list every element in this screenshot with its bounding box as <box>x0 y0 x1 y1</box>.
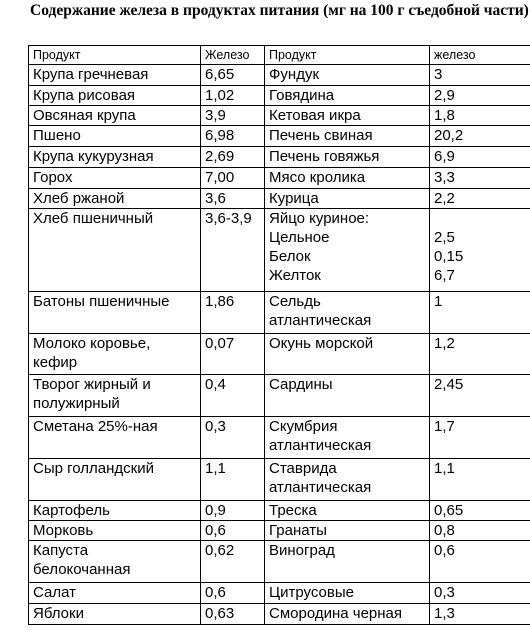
product-name-left-cell <box>29 521 201 541</box>
iron-value-left-cell <box>201 65 265 86</box>
iron-value-right-cell <box>430 375 530 417</box>
iron-value-left-cell <box>201 604 265 625</box>
product-name-left-cell <box>29 126 201 147</box>
product-name-right-cell <box>265 541 430 583</box>
product-name-left: белокочанная <box>33 561 131 578</box>
table-row <box>29 521 530 541</box>
table-row <box>29 583 530 604</box>
product-name-left-cell <box>29 604 201 625</box>
product-name-left-cell <box>29 65 201 86</box>
product-name-right-cell <box>265 106 430 126</box>
iron-value-right-cell <box>430 459 530 501</box>
product-name-left-cell <box>29 189 201 209</box>
iron-value-right: 2,5 <box>434 229 455 246</box>
product-name-left-cell <box>29 541 201 583</box>
iron-content-table <box>28 45 530 625</box>
product-name-right-cell <box>265 86 430 106</box>
product-name-right-cell <box>265 604 430 625</box>
product-name-left: Крупа кукурузная <box>33 148 154 165</box>
iron-value-left: 0,4 <box>205 376 226 393</box>
iron-value-right-cell <box>430 126 530 147</box>
iron-value-left-cell <box>201 459 265 501</box>
iron-value-right: 1,1 <box>434 460 455 477</box>
table-row <box>29 65 530 86</box>
product-name-left: Яблоки <box>33 605 84 622</box>
product-name-right: Скумбрия <box>269 418 338 435</box>
product-name-left: Сыр голландский <box>33 460 154 477</box>
iron-value-right: 0,15 <box>434 248 464 265</box>
document-title: Содержание железа в продуктах питания (мг на 100 г съедобной части) <box>30 2 529 19</box>
product-name-right: атлантическая <box>269 479 372 496</box>
iron-value-left: 3,9 <box>205 107 226 124</box>
iron-value-left: 0,6 <box>205 584 226 601</box>
iron-value-left-cell <box>201 147 265 168</box>
table-row <box>29 189 530 209</box>
iron-value-left: 0,3 <box>205 418 226 435</box>
product-name-left: полужирный <box>33 395 120 412</box>
product-name-left-cell <box>29 583 201 604</box>
product-name-right-cell <box>265 292 430 334</box>
product-name-left-cell <box>29 147 201 168</box>
product-name-right-cell <box>265 147 430 168</box>
header-iron-2: железо <box>430 46 530 65</box>
product-name-left: Творог жирный и <box>33 376 151 393</box>
product-name-left: кефир <box>33 354 78 371</box>
iron-value-left: 3,6 <box>205 190 226 207</box>
iron-value-right-cell <box>430 334 530 375</box>
product-name-left: Салат <box>33 584 76 601</box>
product-name-right-cell <box>265 334 430 375</box>
iron-value-right: 0,65 <box>434 502 464 519</box>
iron-value-left-cell <box>201 501 265 521</box>
iron-value-left-cell <box>201 521 265 541</box>
iron-value-left-cell <box>201 583 265 604</box>
table-row <box>29 604 530 625</box>
product-name-left-cell <box>29 86 201 106</box>
iron-value-right: 2,2 <box>434 190 455 207</box>
product-name-left-cell <box>29 375 201 417</box>
iron-value-right-cell <box>430 86 530 106</box>
product-name-right: Виноград <box>269 542 335 559</box>
product-name-right-cell <box>265 521 430 541</box>
iron-value-right-cell <box>430 292 530 334</box>
table-row <box>29 541 530 583</box>
iron-value-left-cell <box>201 541 265 583</box>
iron-value-right-cell <box>430 501 530 521</box>
iron-value-right: 6,9 <box>434 148 455 165</box>
iron-value-right: 0,6 <box>434 542 455 559</box>
iron-value-left: 2,69 <box>205 148 235 165</box>
product-name-left: Картофель <box>33 502 110 519</box>
product-name-right: Цитрусовые <box>269 584 354 601</box>
iron-value-right-cell <box>430 168 530 189</box>
product-name-left: Сметана 25%-ная <box>33 418 158 435</box>
iron-value-left: 0,6 <box>205 522 226 539</box>
iron-value-right: 1,2 <box>434 335 455 352</box>
table-row <box>29 292 530 334</box>
iron-value-left-cell <box>201 292 265 334</box>
iron-value-right: 1,3 <box>434 605 455 622</box>
product-name-right-cell <box>265 501 430 521</box>
iron-value-right-cell <box>430 189 530 209</box>
product-name-right: Печень свиная <box>269 127 373 144</box>
product-name-left-cell <box>29 334 201 375</box>
product-name-left: Молоко коровье, <box>33 335 151 352</box>
iron-value-left: 1,86 <box>205 293 235 310</box>
product-name-right: Яйцо куриное: <box>269 210 370 227</box>
table-header-row <box>29 46 530 65</box>
product-name-right: Кетовая икра <box>269 107 361 124</box>
product-name-left: Пшено <box>33 127 81 144</box>
iron-value-right: 1,8 <box>434 107 455 124</box>
product-name-right-cell <box>265 375 430 417</box>
product-name-right-cell <box>265 126 430 147</box>
product-name-right-cell <box>265 209 430 292</box>
product-name-right-cell <box>265 583 430 604</box>
iron-value-left-cell <box>201 334 265 375</box>
product-name-right: Мясо кролика <box>269 169 366 186</box>
iron-value-right: 0,8 <box>434 522 455 539</box>
iron-value-right <box>434 209 530 228</box>
product-name-right: Окунь морской <box>269 335 374 352</box>
product-name-right: атлантическая <box>269 437 372 454</box>
iron-value-right-cell <box>430 106 530 126</box>
header-iron-1: Железо <box>201 46 265 65</box>
iron-value-right-cell <box>430 604 530 625</box>
product-name-left: Крупа гречневая <box>33 66 149 83</box>
product-name-left-cell <box>29 168 201 189</box>
iron-value-right-cell <box>430 521 530 541</box>
iron-value-left-cell <box>201 126 265 147</box>
table-row <box>29 86 530 106</box>
iron-value-left: 0,63 <box>205 605 235 622</box>
iron-value-left-cell <box>201 189 265 209</box>
iron-value-right-cell <box>430 147 530 168</box>
iron-value-right: 2,45 <box>434 376 464 393</box>
iron-value-left: 0,07 <box>205 335 235 352</box>
product-name-right: Сельдь <box>269 293 321 310</box>
iron-value-left-cell <box>201 417 265 459</box>
iron-value-right: 3,3 <box>434 169 455 186</box>
iron-value-right: 6,7 <box>434 267 455 284</box>
product-name-right: Цельное <box>269 229 330 246</box>
table-row <box>29 168 530 189</box>
iron-value-left-cell <box>201 209 265 292</box>
iron-value-right: 0,3 <box>434 584 455 601</box>
iron-value-left: 6,65 <box>205 66 235 83</box>
product-name-right: Белок <box>269 248 311 265</box>
table-row <box>29 417 530 459</box>
product-name-left-cell <box>29 209 201 292</box>
product-name-left-cell <box>29 292 201 334</box>
header-product-1: Продукт <box>29 46 201 65</box>
iron-value-left-cell <box>201 86 265 106</box>
iron-value-left: 3,6-3,9 <box>205 210 252 227</box>
iron-value-right-cell <box>430 417 530 459</box>
product-name-right-cell <box>265 65 430 86</box>
iron-value-left: 7,00 <box>205 169 235 186</box>
table-row <box>29 501 530 521</box>
product-name-left-cell <box>29 459 201 501</box>
product-name-right: Ставрида <box>269 460 337 477</box>
product-name-left: Батоны пшеничные <box>33 293 170 310</box>
product-name-right: Курица <box>269 190 319 207</box>
iron-value-left-cell <box>201 168 265 189</box>
product-name-right-cell <box>265 417 430 459</box>
product-name-right-cell <box>265 168 430 189</box>
table-row <box>29 334 530 375</box>
iron-value-right: 20,2 <box>434 127 464 144</box>
product-name-right: Гранаты <box>269 522 327 539</box>
iron-value-left: 0,62 <box>205 542 235 559</box>
iron-value-left-cell <box>201 106 265 126</box>
table-row <box>29 209 530 292</box>
product-name-left: Капуста <box>33 542 89 559</box>
product-name-right: Треска <box>269 502 317 519</box>
product-name-right: атлантическая <box>269 312 372 329</box>
product-name-left: Хлеб пшеничный <box>33 210 154 227</box>
product-name-left: Овсяная крупа <box>33 107 136 124</box>
table-row <box>29 126 530 147</box>
iron-value-right-cell <box>430 541 530 583</box>
table-row <box>29 106 530 126</box>
iron-value-right: 1,7 <box>434 418 455 435</box>
iron-value-left: 6,98 <box>205 127 235 144</box>
product-name-left-cell <box>29 501 201 521</box>
iron-value-left-cell <box>201 375 265 417</box>
table-row <box>29 459 530 501</box>
iron-value-left: 1,02 <box>205 87 235 104</box>
product-name-left-cell <box>29 106 201 126</box>
product-name-right: Сардины <box>269 376 333 393</box>
iron-value-right: 2,9 <box>434 87 455 104</box>
product-name-left: Крупа рисовая <box>33 87 136 104</box>
product-name-left: Горох <box>33 169 73 186</box>
product-name-left: Хлеб ржаной <box>33 190 125 207</box>
product-name-left: Морковь <box>33 522 94 539</box>
product-name-right-cell <box>265 459 430 501</box>
iron-value-right: 1 <box>434 293 443 310</box>
product-name-left-cell <box>29 417 201 459</box>
iron-value-left: 0,9 <box>205 502 226 519</box>
product-name-right: Фундук <box>269 66 320 83</box>
product-name-right: Смородина черная <box>269 605 403 622</box>
iron-value-right: 3 <box>434 66 443 83</box>
iron-value-left: 1,1 <box>205 460 226 477</box>
iron-value-right-cell <box>430 65 530 86</box>
iron-value-right-cell <box>430 583 530 604</box>
header-product-2: Продукт <box>265 46 430 65</box>
product-name-right: Печень говяжья <box>269 148 380 165</box>
iron-value-right-cell <box>430 209 530 292</box>
product-name-right: Говядина <box>269 87 335 104</box>
table-row <box>29 147 530 168</box>
product-name-right: Желток <box>269 267 321 284</box>
table-row <box>29 375 530 417</box>
product-name-right-cell <box>265 189 430 209</box>
